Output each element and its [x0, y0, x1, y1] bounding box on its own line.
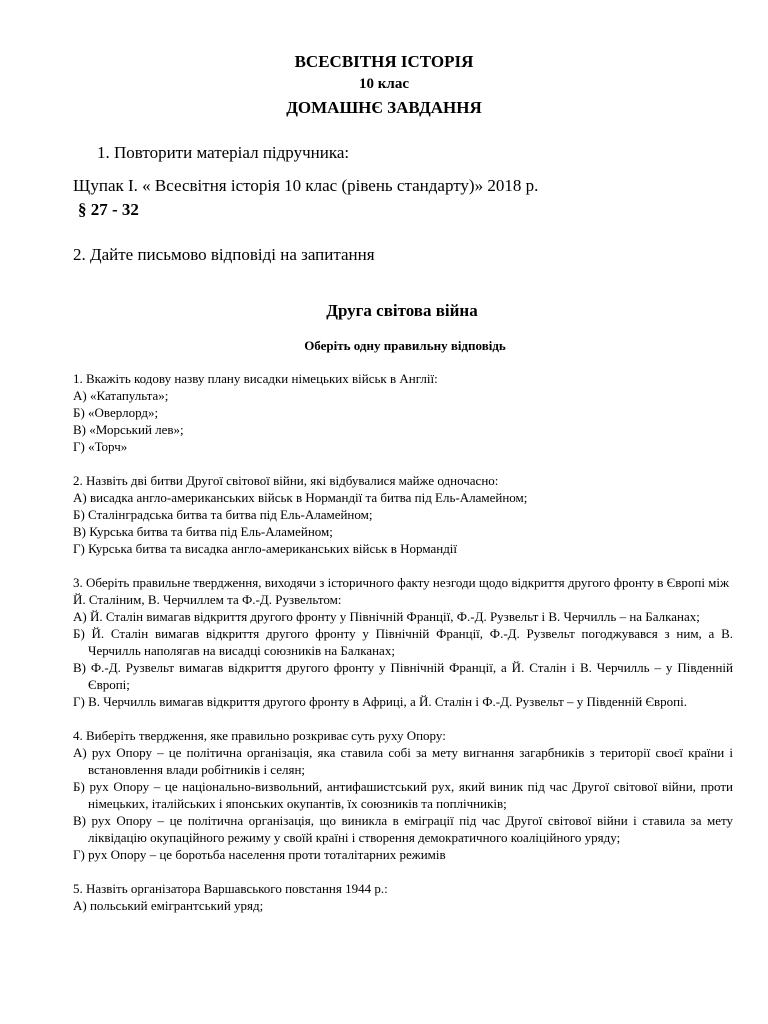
document-title: ВСЕСВІТНЯ ІСТОРІЯ	[294, 52, 474, 71]
answer-option: А) «Катапульта»;	[73, 388, 169, 403]
question-text: 2. Назвіть дві битви Другої світової війни, які відбувалися майже одночасно:	[73, 473, 499, 488]
answer-option: Б) рух Опору – це національно-визвольний, антифашистський рух, який виник під час Другої світової війни, проти німецьких, італійських і японських окупантів, їх союзників та поплічників;	[73, 779, 733, 811]
answer-option: Б) Й. Сталін вимагав відкриття другого фронту у Північній Франції, Ф.-Д. Рузвельт погоджувався з ним, а В. Черчилль наполягав на висадці союзників на Балканах;	[73, 626, 733, 658]
question-1	[73, 370, 733, 455]
answer-option: Г) В. Черчилль вимагав відкриття другого фронту в Африці, а Й. Сталін і Ф.-Д. Рузвельт – у Південній Європі.	[73, 694, 687, 709]
answer-option: А) висадка англо-американських військ в Нормандії та битва під Ель-Аламейном;	[73, 490, 528, 505]
question-text: 3. Оберіть правильне твердження, виходячи з історичного факту незгоди щодо відкриття другого фронту в Європі між Й. Сталіним, В. Черчиллем та Ф.-Д. Рузвельтом:	[73, 575, 729, 607]
answer-option: Г) рух Опору – це боротьба населення проти тоталітарних режимів	[73, 847, 446, 862]
homework-heading: ДОМАШНЄ ЗАВДАННЯ	[286, 98, 482, 117]
answer-option: А) рух Опору – це політична організація, яка ставила собі за мету вигнання загарбників з території своєї країни і встановлення влади робітників і селян;	[73, 745, 733, 777]
answer-option: Г) Курська битва та висадка англо-американських військ в Нормандії	[73, 541, 458, 556]
answer-option: А) польський емігрантський уряд;	[73, 898, 264, 913]
section-title: Друга світова війна	[326, 301, 478, 320]
grade-label: 10 клас	[359, 76, 409, 92]
question-text: 5. Назвіть організатора Варшавського повстання 1944 р.:	[73, 881, 388, 896]
question-text: 1. Вкажіть кодову назву плану висадки німецьких військ в Англії:	[73, 371, 438, 386]
question-list	[73, 370, 733, 931]
answer-option: В) Курська битва та битва під Ель-Аламейном;	[73, 524, 333, 539]
answer-option: Г) «Торч»	[73, 439, 128, 454]
question-text: 4. Виберіть твердження, яке правильно розкриває суть руху Опору:	[73, 728, 446, 743]
question-3	[73, 574, 733, 710]
question-2	[73, 472, 733, 557]
answer-option: В) Ф.-Д. Рузвельт вимагав відкриття другого фронту у Північній Франції, а Й. Сталін і В. Черчилль – у Південній Європі;	[73, 660, 733, 692]
textbook-reference: Щупак І. « Всесвітня історія 10 клас (рівень стандарту)» 2018 р.	[73, 176, 539, 195]
question-5	[73, 880, 733, 914]
question-4	[73, 727, 733, 863]
section-instruction: Оберіть одну правильну відповідь	[304, 338, 506, 353]
answer-option: А) Й. Сталін вимагав відкриття другого фронту у Північній Франції, Ф.-Д. Рузвельт і В. Черчилль – на Балканах;	[73, 609, 700, 624]
answer-option: Б) Сталінградська битва та битва під Ель-Аламейном;	[73, 507, 373, 522]
answer-option: В) рух Опору – це політична організація, що виникла в еміграції під час Другої світової війни і ставила за мету ліквідацію окупаційного режиму у своїй країні і створення демократичного коаліційного уряду;	[73, 813, 733, 845]
answer-option: Б) «Оверлорд»;	[73, 405, 159, 420]
task-1-heading: 1. Повторити матеріал підручника:	[97, 143, 350, 162]
task-2-heading: 2. Дайте письмово відповіді на запитання	[73, 245, 375, 264]
paragraph-range: § 27 - 32	[78, 200, 139, 219]
answer-option: В) «Морський лев»;	[73, 422, 184, 437]
